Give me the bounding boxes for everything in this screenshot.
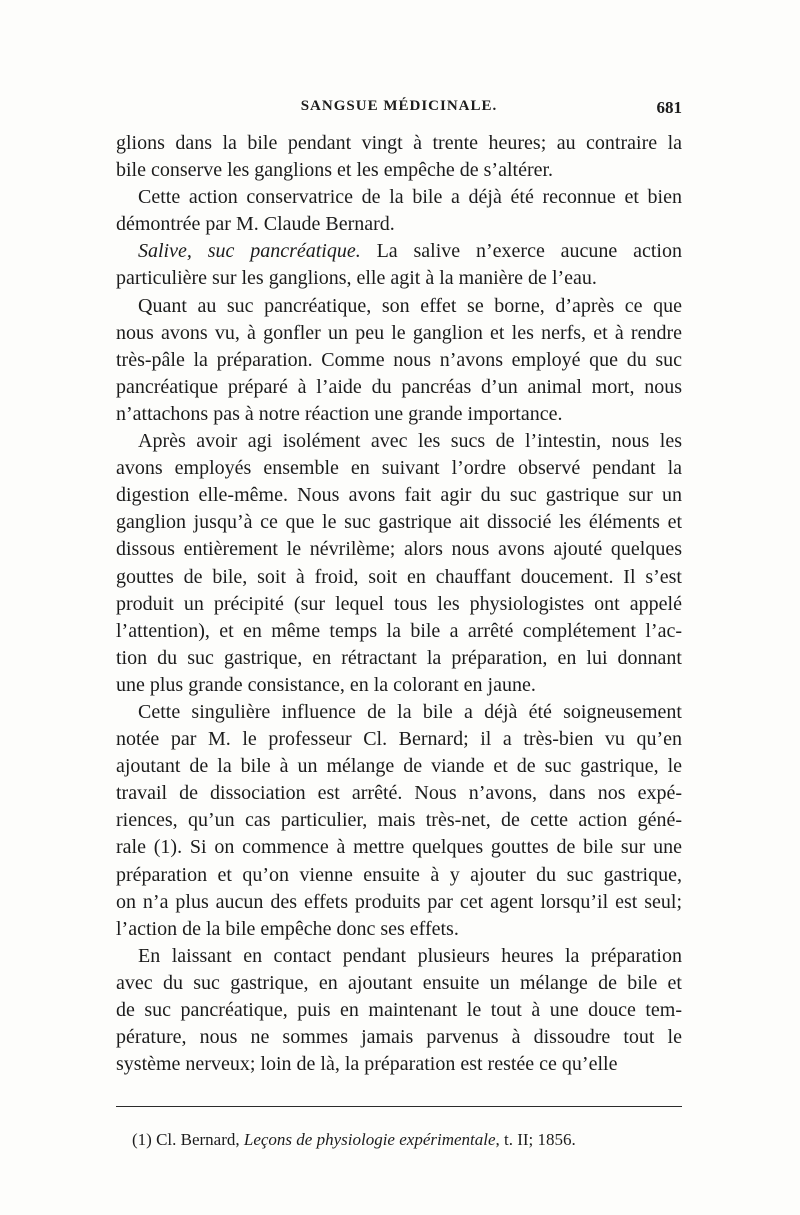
line-text: préparation et qu’on vienne ensuite à y ajouter du suc gastrique, [116, 863, 682, 886]
line-text: tion du suc gastrique, en rétractant la préparation, en lui donnant [116, 646, 682, 669]
text-line [116, 889, 682, 916]
text-line [116, 509, 682, 536]
line-text: système nerveux; loin de là, la préparation est restée ce qu’elle [116, 1053, 618, 1076]
page-number: 681 [656, 98, 682, 117]
line-text: notée par M. le professeur Cl. Bernard; il a très-bien vu qu’en [116, 728, 682, 751]
line-text: très-pâle la préparation. Comme nous n’avons employé que du suc [116, 348, 682, 371]
text-line [116, 157, 682, 184]
text-line [116, 455, 682, 482]
text-line [116, 564, 682, 591]
footnote-title: Leçons de physiologie expérimentale [243, 1130, 496, 1149]
line-text: une plus grande consistance, en la colorant en jaune. [116, 673, 536, 696]
text-line [116, 1024, 682, 1051]
text-line [116, 293, 682, 320]
footnote [132, 1128, 682, 1152]
line-text: glions dans la bile pendant vingt à trente heures; au contraire la [116, 132, 682, 154]
text-line [116, 211, 682, 238]
line-text: on n’a plus aucun des effets produits par cet agent lorsqu’il est seul; [116, 890, 682, 913]
text-line [116, 753, 682, 780]
line-text: nous avons vu, à gonfler un peu le ganglion et les nerfs, et à rendre [116, 321, 682, 344]
footnote-divider [116, 1106, 682, 1107]
line-text: produit un précipité (sur lequel tous les physiologistes ont appelé [116, 592, 682, 615]
text-line [116, 726, 682, 753]
text-line [116, 807, 682, 834]
body-text [116, 130, 682, 1078]
page-header [116, 98, 682, 122]
text-line [116, 916, 682, 943]
line-text: ajoutant de la bile à un mélange de viande et de suc gastrique, le [116, 755, 682, 778]
text-line [116, 780, 682, 807]
text-line [116, 699, 682, 726]
text-line [116, 997, 682, 1024]
line-text: n’attachons pas à notre réaction une grande importance. [116, 402, 563, 425]
text-line [116, 374, 682, 401]
text-line [116, 618, 682, 645]
line-text: pérature, nous ne sommes jamais parvenus à dissoudre tout le [116, 1026, 682, 1049]
italic-heading: Salive, suc pancréatique. [138, 240, 361, 263]
text-line [116, 428, 682, 455]
text-line [116, 672, 682, 699]
text-line [116, 482, 682, 509]
text-line [116, 401, 682, 428]
line-text: l’action de la bile empêche donc ses effets. [116, 917, 459, 940]
text-line [116, 130, 682, 157]
footnote-prefix: (1) Cl. Bernard, [132, 1130, 244, 1149]
line-text: avons employés ensemble en suivant l’ordre observé pendant la [116, 457, 682, 480]
line-text: de suc pancréatique, puis en maintenant le tout à une douce tem- [116, 999, 682, 1021]
text-line [116, 834, 682, 861]
line-text: pancréatique préparé à l’aide du pancréas d’un animal mort, nous [116, 375, 682, 398]
line-text: La salive n’exerce aucune action [360, 240, 682, 263]
line-text: Cette singulière influence de la bile a déjà été soigneusement [138, 700, 682, 723]
line-text: travail de dissociation est arrêté. Nous n’avons, dans nos expé- [116, 782, 682, 805]
text-line [116, 645, 682, 672]
line-text: gouttes de bile, soit à froid, soit en chauffant doucement. Il s’est [116, 565, 682, 588]
text-line [116, 347, 682, 374]
text-line [116, 265, 682, 292]
line-text: riences, qu’un cas particulier, mais très-net, de cette action géné- [116, 809, 682, 832]
text-line [116, 1051, 682, 1078]
line-text: rale (1). Si on commence à mettre quelques gouttes de bile sur une [116, 836, 682, 859]
line-text: bile conserve les ganglions et les empêche de s’altérer. [116, 159, 554, 182]
line-text: Cette action conservatrice de la bile a déjà été reconnue et bien [138, 186, 682, 209]
line-text: démontrée par M. Claude Bernard. [116, 213, 395, 236]
line-text: particulière sur les ganglions, elle agit à la manière de l’eau. [116, 267, 597, 290]
footnote-suffix: , t. II; 1856. [495, 1130, 576, 1149]
line-text: dissous entièrement le névrilème; alors nous avons ajouté quelques [116, 538, 682, 561]
line-text: digestion elle-même. Nous avons fait agir du suc gastrique sur un [116, 484, 682, 507]
line-text: l’attention), et en même temps la bile a arrêté complétement l’ac- [116, 619, 682, 642]
line-text: avec du suc gastrique, en ajoutant ensuite un mélange de bile et [116, 971, 682, 994]
text-line [116, 943, 682, 970]
running-title: SANGSUE MÉDICINALE. [300, 98, 498, 114]
text-line [116, 862, 682, 889]
text-line [116, 970, 682, 997]
line-text: Après avoir agi isolément avec les sucs de l’intestin, nous les [138, 430, 682, 453]
line-text: ganglion jusqu’à ce que le suc gastrique ait dissocié les éléments et [116, 511, 682, 534]
text-line [116, 591, 682, 618]
line-text: En laissant en contact pendant plusieurs heures la préparation [138, 944, 682, 967]
text-line [116, 320, 682, 347]
text-line [116, 184, 682, 211]
text-line [116, 536, 682, 563]
text-line [116, 238, 682, 265]
line-text: Quant au suc pancréatique, son effet se borne, d’après ce que [138, 294, 682, 317]
